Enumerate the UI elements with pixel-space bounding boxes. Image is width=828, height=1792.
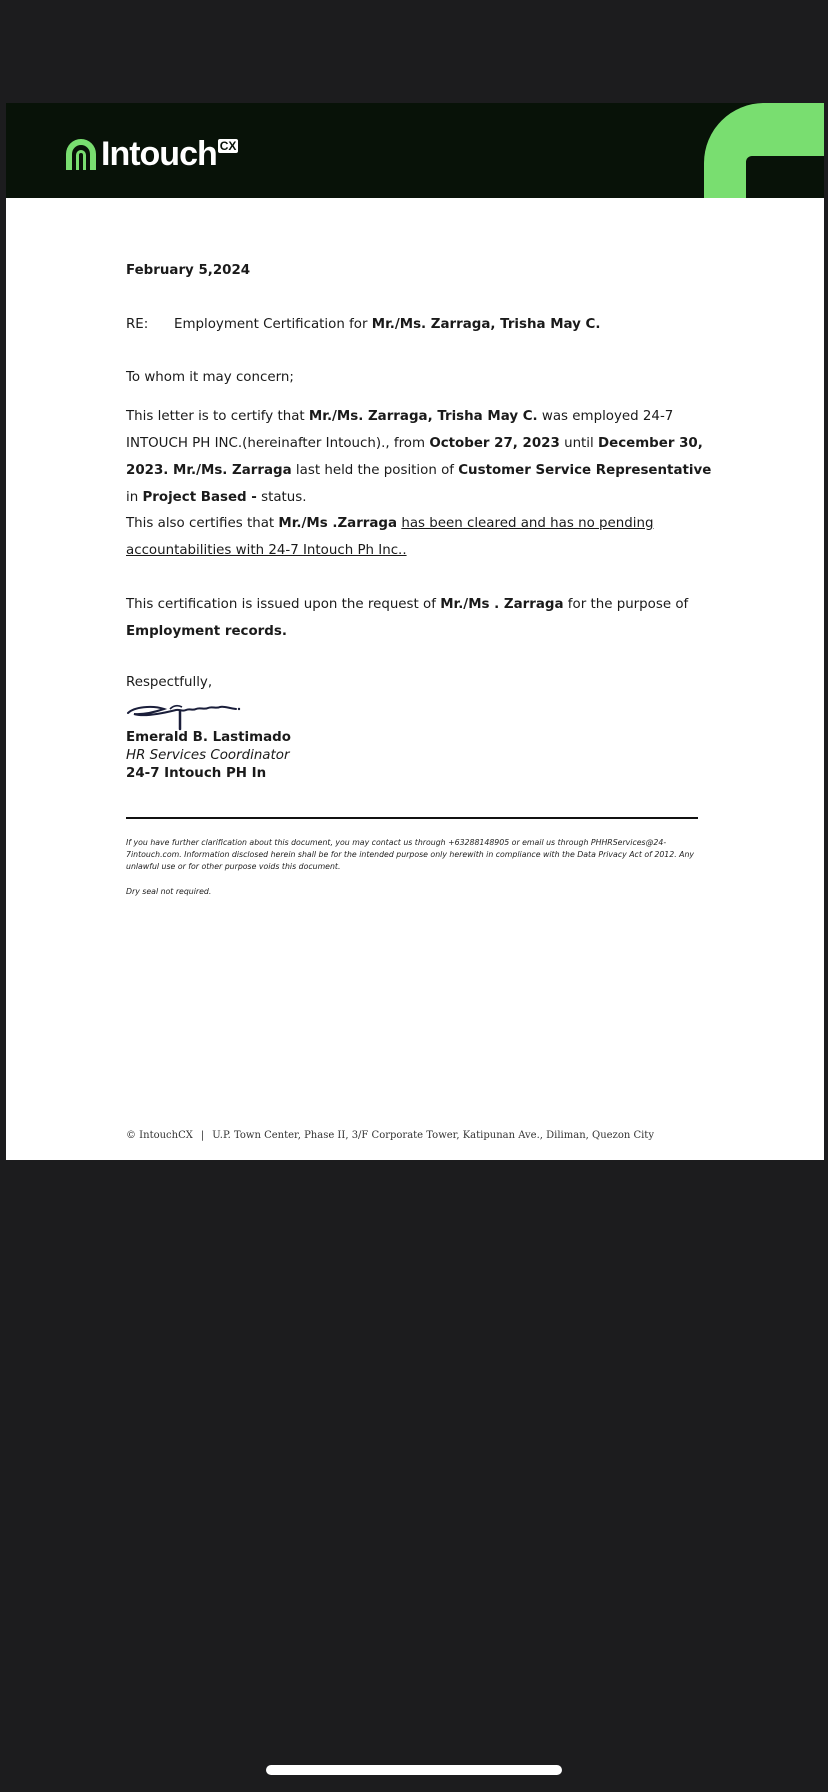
p3-text: This certification is issued upon the request of	[126, 597, 441, 612]
signatory-block	[126, 729, 716, 783]
p1-text: This letter is to certify that	[126, 409, 309, 424]
start-date: October 27, 2023	[429, 436, 560, 451]
employee-name: Mr./Ms. Zarraga, Trisha May C.	[308, 409, 538, 424]
divider	[126, 817, 698, 819]
signatory-title: HR Services Coordinator	[126, 748, 290, 763]
p1-text: last held the position of	[291, 463, 459, 478]
logo-wordmark: Intouch	[101, 135, 217, 173]
p1-text: was employed 24-7 INTOUCH PH INC.(hereinafter Intouch)., from	[126, 409, 674, 451]
disclaimer: If you have further clarification about this document, you may contact us through +63288148905 or email us through PHHRServices@24-7intouch.com. Information disclosed herein shall be for the intended purpose only herewith in compliance with the Data Privacy Act of 2012. Any unlawful use or for other purpose voids this document.	[126, 838, 695, 871]
employment-status: Project Based -	[142, 490, 257, 505]
subject-line	[126, 317, 716, 332]
salutation: To whom it may concern;	[126, 370, 294, 385]
signature-image	[124, 693, 246, 733]
letter-date: February 5,2024	[126, 263, 251, 278]
re-label: RE:	[126, 317, 149, 332]
employee-name: Mr./Ms . Zarraga	[440, 597, 564, 612]
dry-seal-note: Dry seal not required.	[126, 887, 212, 896]
signatory-company: 24-7 Intouch PH In	[126, 766, 267, 781]
page-footer	[126, 1130, 654, 1141]
purpose-paragraph	[126, 591, 716, 645]
purpose: Employment records.	[126, 624, 287, 639]
p1-text: status.	[256, 490, 307, 505]
position: Customer Service Representative	[458, 463, 712, 478]
p2-text: This also certifies that	[126, 516, 279, 531]
certification-paragraph	[126, 403, 716, 511]
footer-separator: |	[200, 1130, 205, 1141]
clearance-paragraph	[126, 510, 716, 564]
re-name: Mr./Ms. Zarraga, Trisha May C.	[371, 317, 601, 332]
letterhead	[6, 103, 824, 198]
logo-arch-icon	[63, 136, 99, 172]
end-date: December 30, 2023. Mr./Ms. Zarraga	[126, 436, 703, 478]
employee-name: Mr./Ms .Zarraga	[278, 516, 398, 531]
closing: Respectfully,	[126, 675, 213, 690]
footer-address: U.P. Town Center, Phase II, 3/F Corporate Tower, Katipunan Ave., Diliman, Quezon City	[212, 1130, 654, 1141]
intouchcx-logo	[63, 134, 238, 174]
re-text: Employment Certification for	[174, 317, 372, 332]
p1-text: until	[559, 436, 599, 451]
p1-text: in	[126, 490, 143, 505]
clearance-statement: has been cleared and has no pending accountabilities with 24-7 Intouch Ph Inc..	[126, 516, 654, 558]
document-page	[6, 103, 824, 1160]
p3-text: for the purpose of	[563, 597, 689, 612]
signatory-name: Emerald B. Lastimado	[126, 730, 291, 745]
corner-decoration-cut	[746, 156, 824, 198]
home-indicator[interactable]	[266, 1765, 562, 1775]
footer-copyright: © IntouchCX	[126, 1130, 193, 1141]
logo-badge: CX	[219, 139, 237, 153]
